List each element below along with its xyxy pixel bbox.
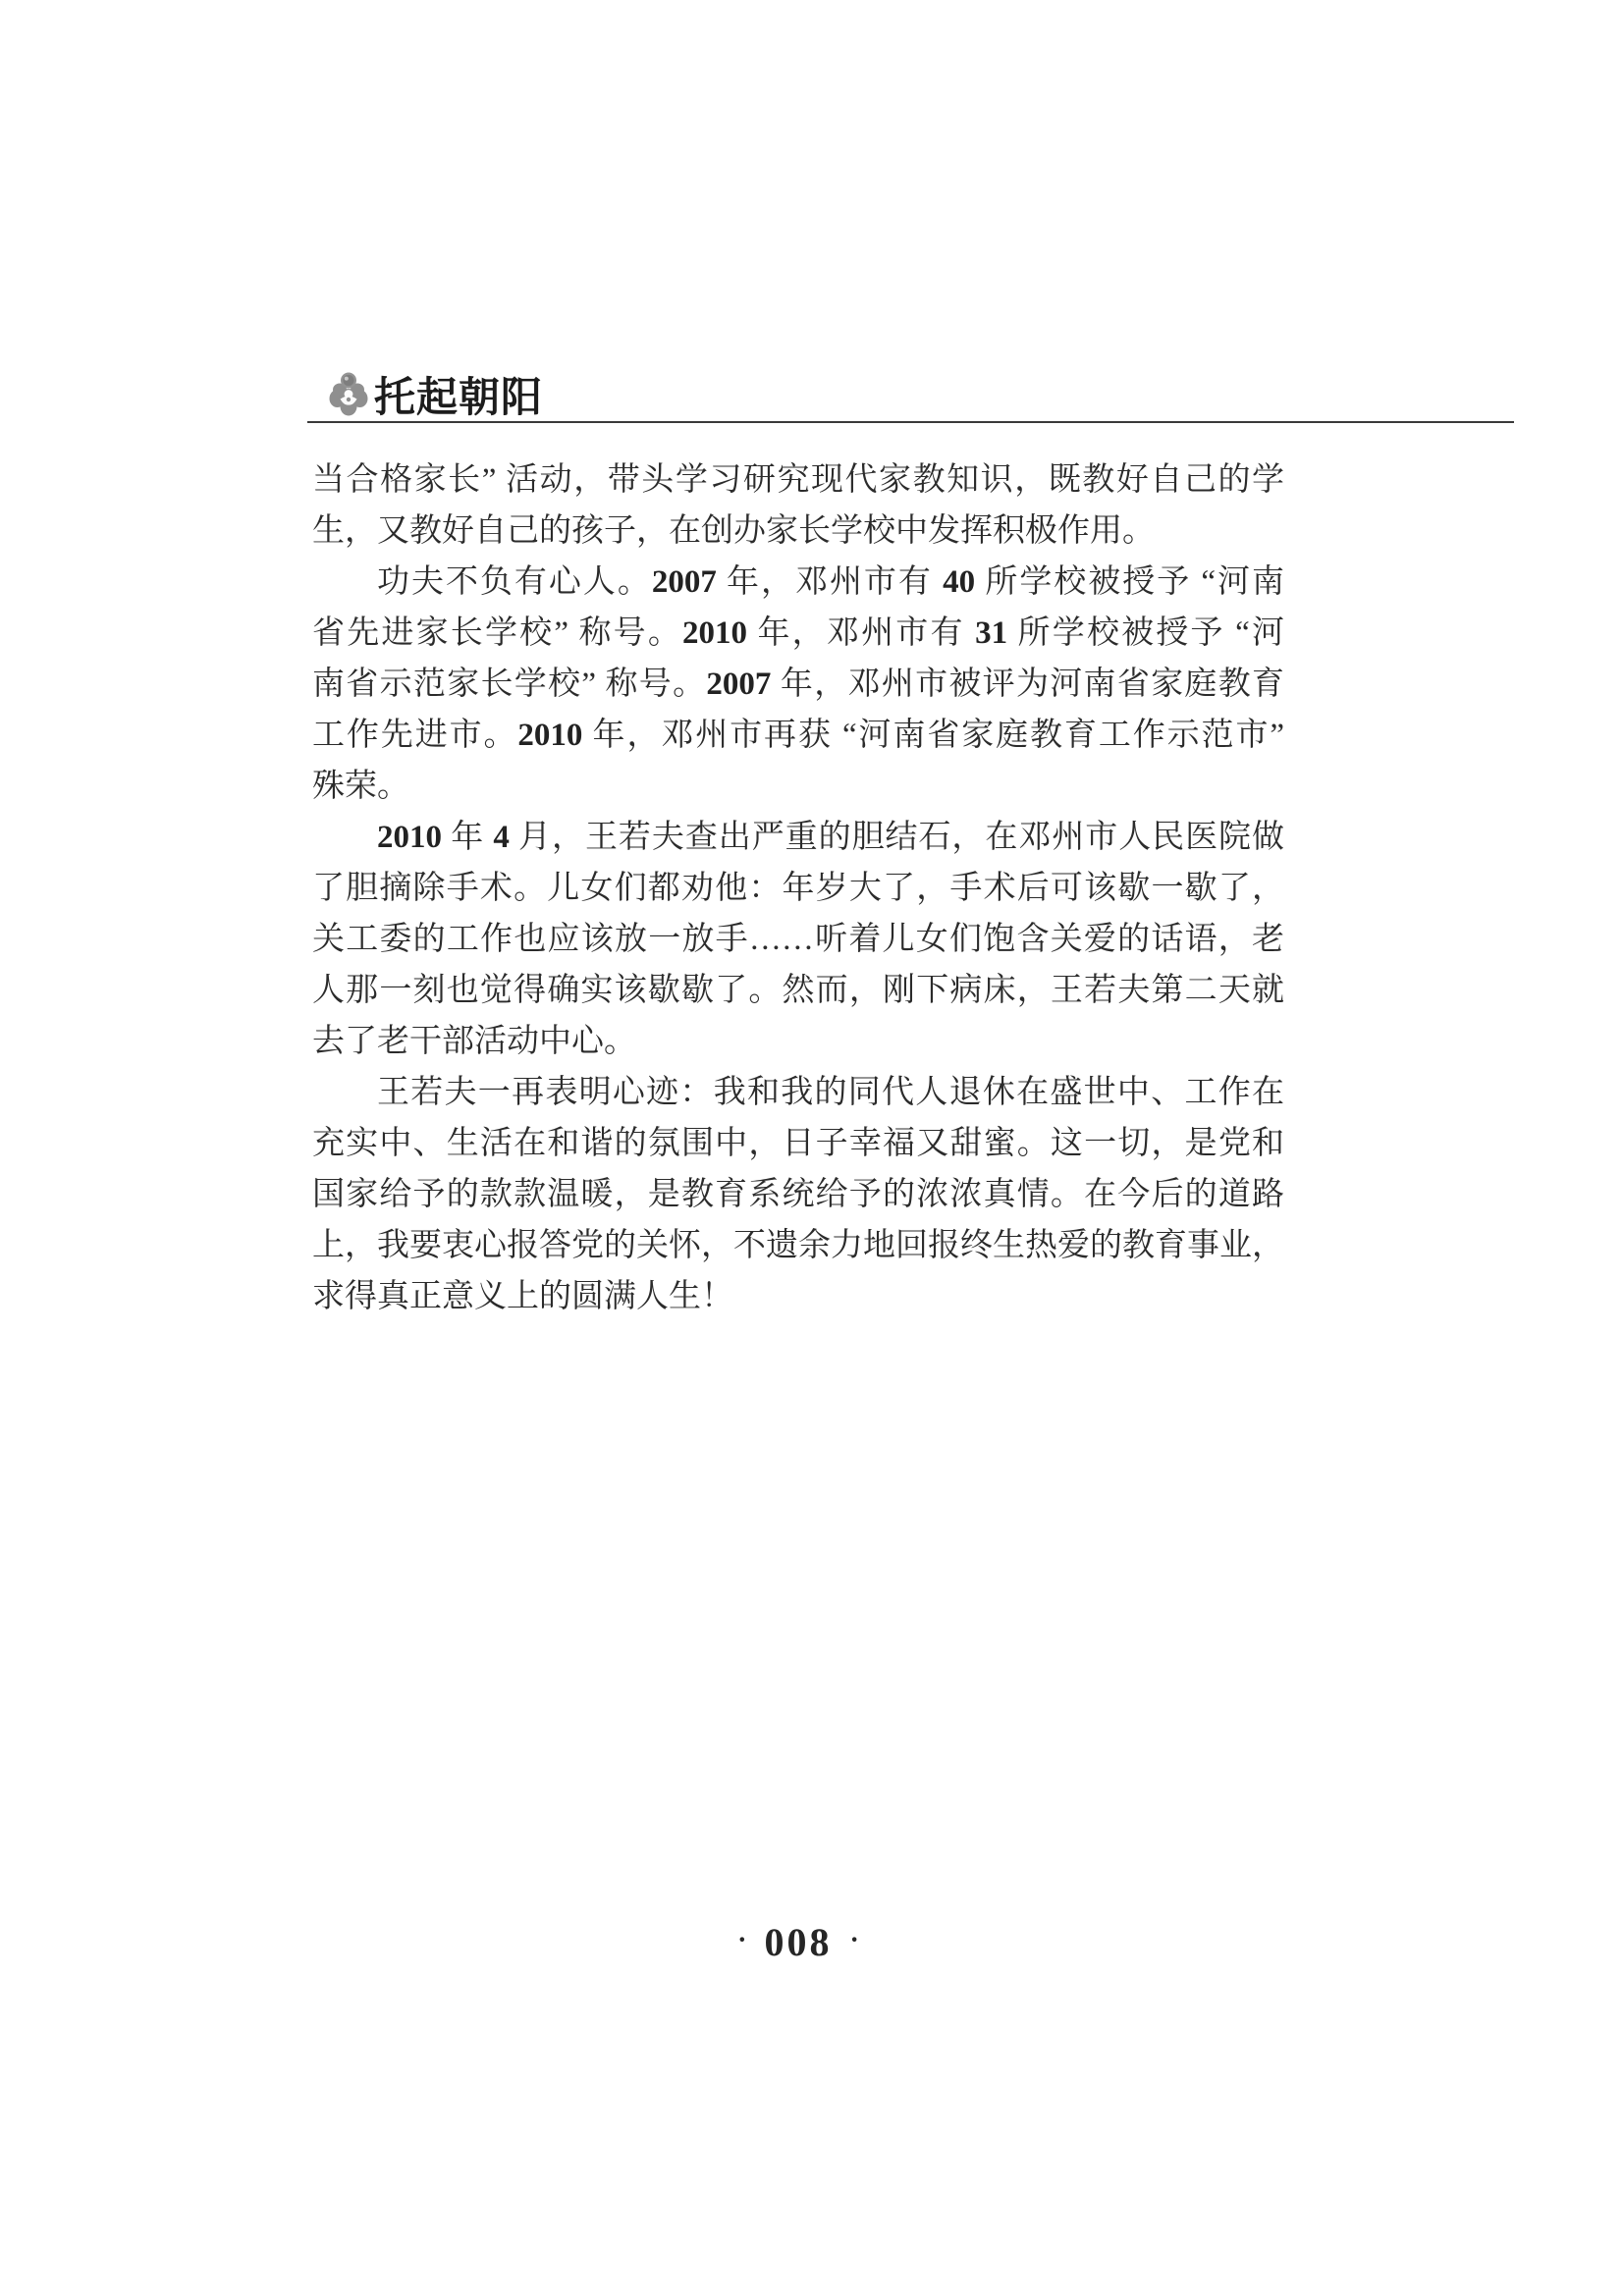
body-line: 求得真正意义上的圆满人生！	[312, 1279, 733, 1314]
page-number-right-dot: ·	[849, 1925, 859, 1955]
body-line: 关工委的工作也应该放一放手……听着儿女们饱含关爱的话语，老	[312, 922, 1284, 957]
body-line: 殊荣。	[312, 769, 409, 804]
body-line: 去了老干部活动中心。	[312, 1024, 636, 1059]
body-line: 上，我要衷心报答党的关怀，不遗余力地回报终生热爱的教育事业，	[312, 1228, 1284, 1263]
page-title: 托起朝阳	[374, 376, 544, 421]
body-line: 人那一刻也觉得确实该歇歇了。然而，刚下病床，王若夫第二天就	[312, 973, 1284, 1008]
body-text	[312, 454, 1284, 1322]
body-line: 王若夫一再表明心迹：我和我的同代人退休在盛世中、工作在	[377, 1075, 1284, 1110]
body-line: 工作先进市。2010 年，邓州市再获 “河南省家庭教育工作示范市”	[312, 718, 1284, 753]
header-rule	[307, 421, 1514, 423]
body-line: 国家给予的款款温暖，是教育系统给予的浓浓真情。在今后的道路	[312, 1177, 1284, 1212]
page-number-left-dot: ·	[737, 1925, 747, 1955]
page-number-value: 008	[764, 1920, 833, 1964]
body-line: 南省示范家长学校” 称号。2007 年，邓州市被评为河南省家庭教育	[312, 667, 1284, 702]
body-line: 充实中、生活在和谐的氛围中，日子幸福又甜蜜。这一切，是党和	[312, 1126, 1284, 1161]
body-line: 2010 年 4 月，王若夫查出严重的胆结石，在邓州市人民医院做	[377, 820, 1284, 855]
header-logo-icon	[329, 370, 368, 419]
page-number	[312, 1919, 1284, 1965]
body-line: 生，又教好自己的孩子，在创办家长学校中发挥积极作用。	[312, 513, 1155, 549]
body-line: 当合格家长” 活动，带头学习研究现代家教知识，既教好自己的学	[312, 462, 1284, 498]
body-line: 了胆摘除手术。儿女们都劝他：年岁大了，手术后可该歇一歇了，	[312, 871, 1284, 906]
body-line: 功夫不负有心人。2007 年，邓州市有 40 所学校被授予 “河南	[377, 564, 1284, 600]
body-line: 省先进家长学校” 称号。2010 年，邓州市有 31 所学校被授予 “河	[312, 615, 1284, 651]
